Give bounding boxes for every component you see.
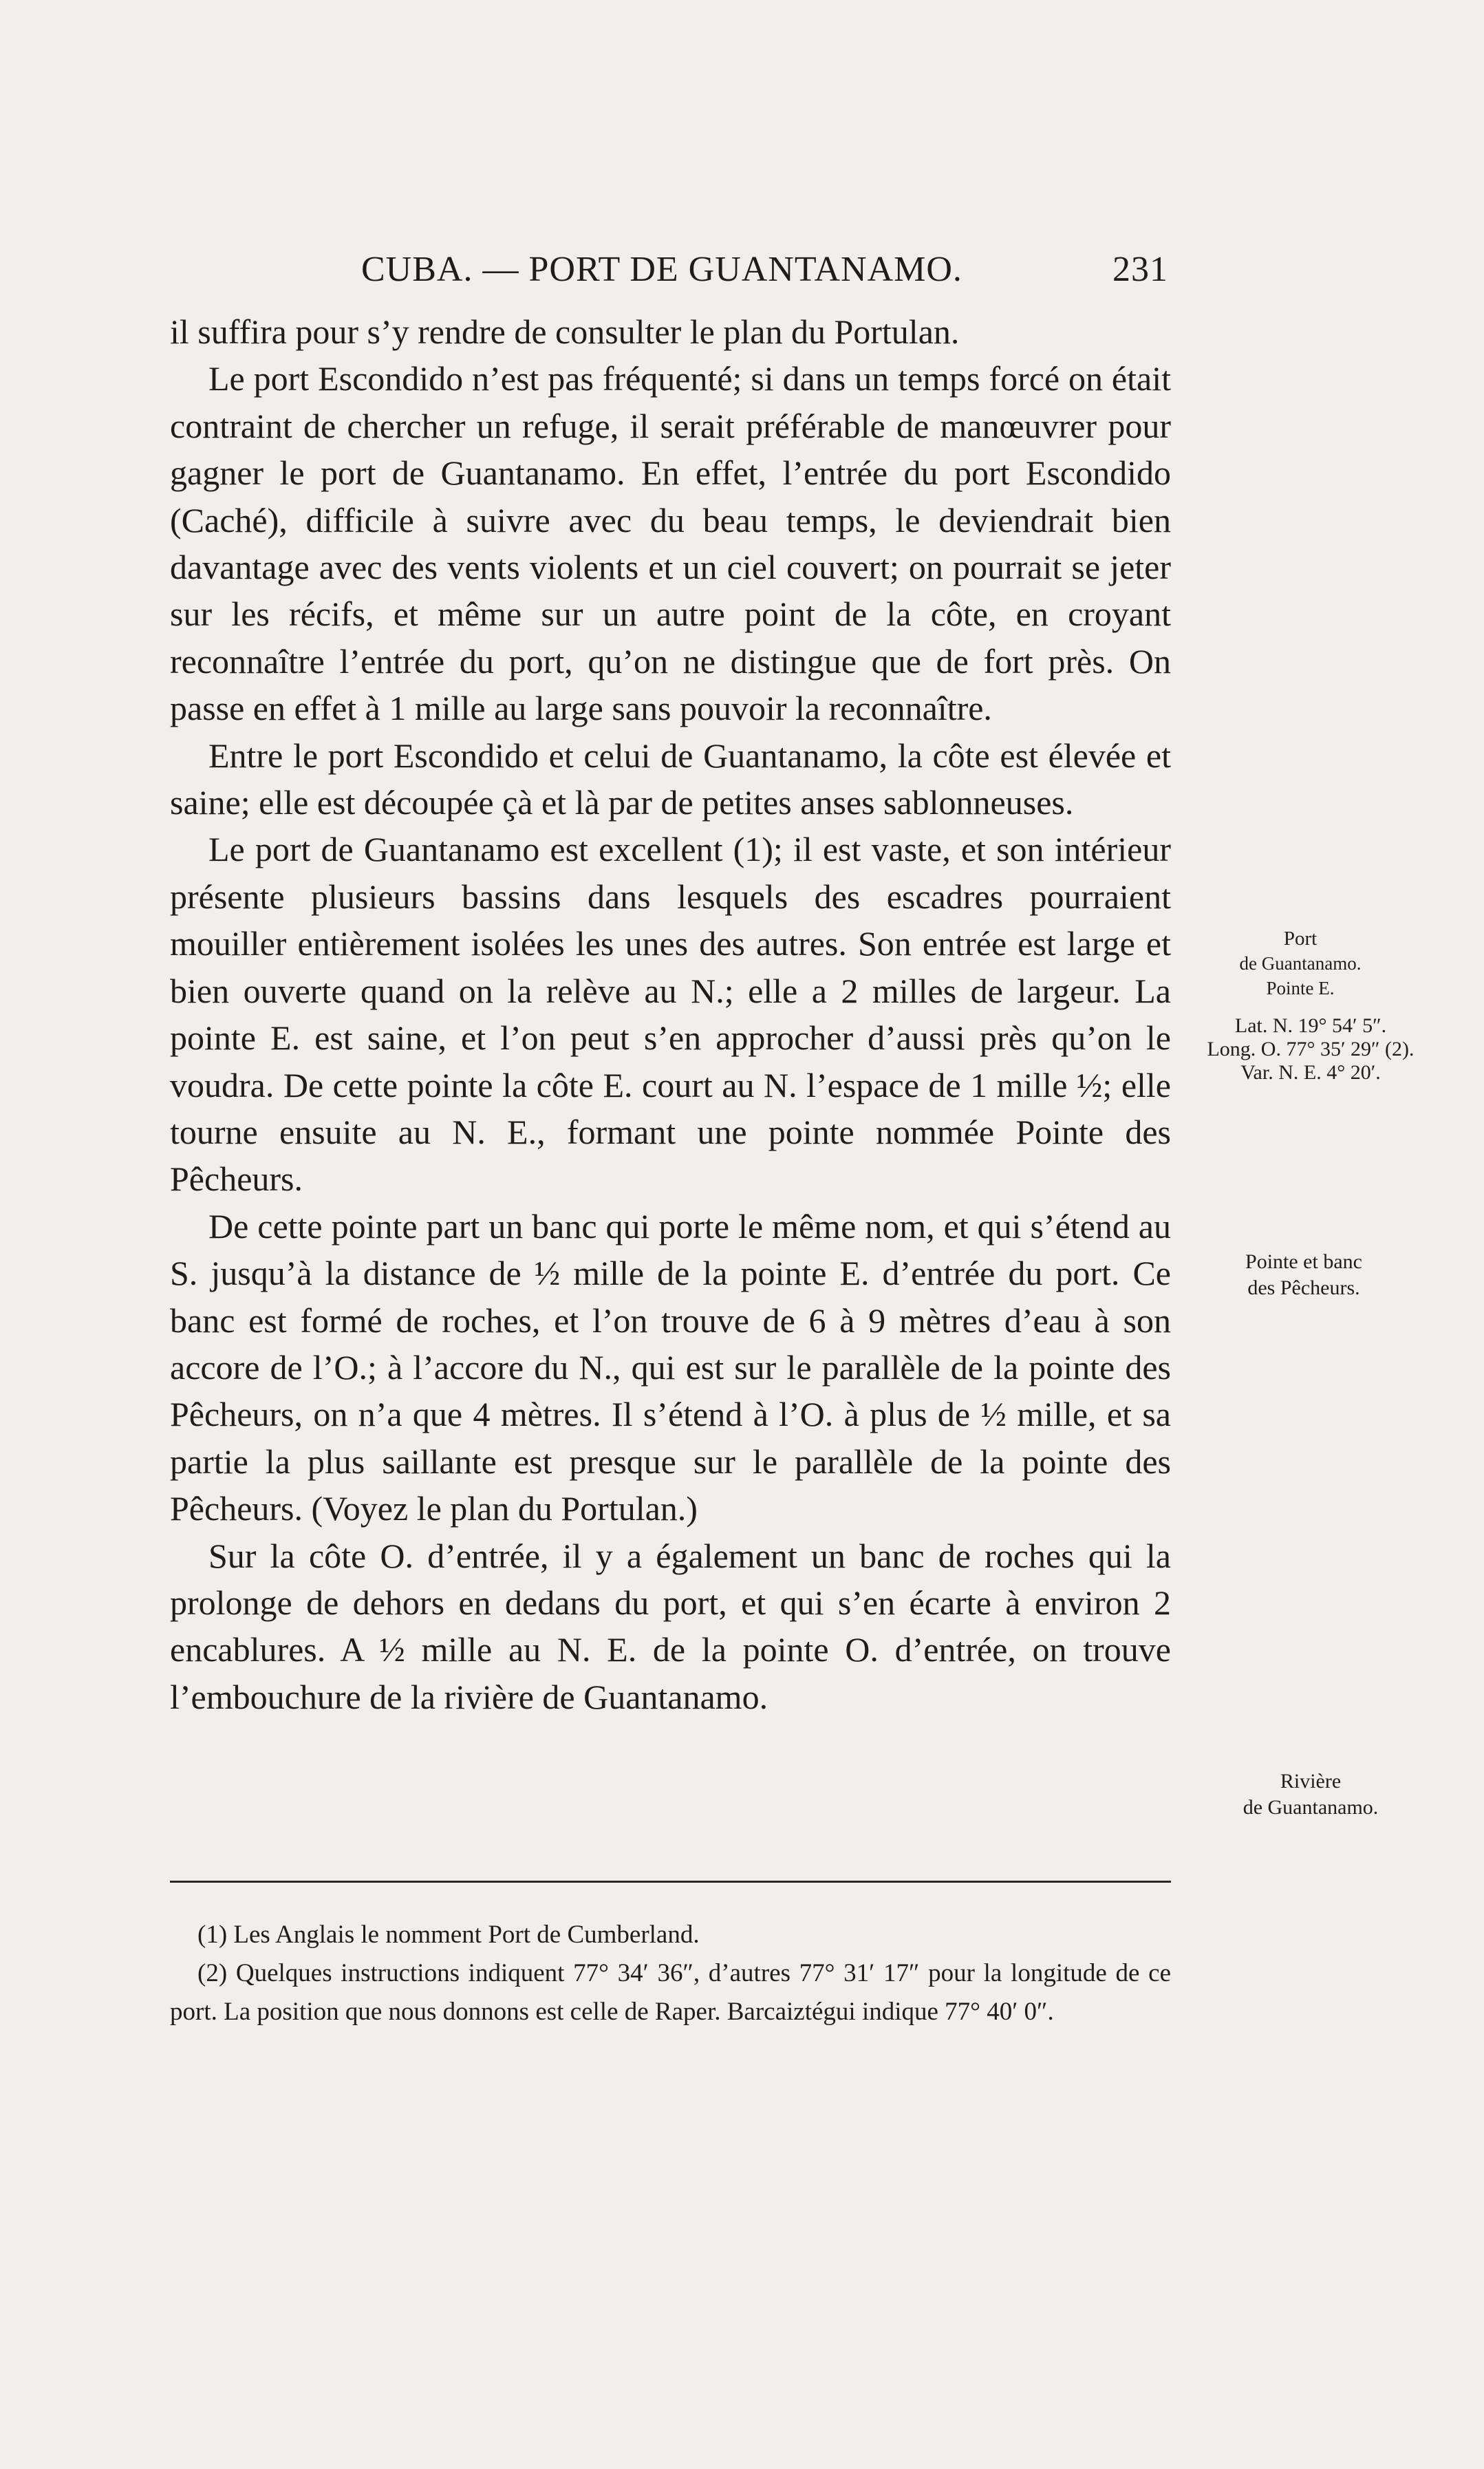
paragraph-coast: Entre le port Escondido et celui de Guantanamo, la côte est élevée et saine; elle est découpée çà et là par de petites anses sablonneuses. (170, 736, 1171, 822)
margin-note-port-line3: Pointe E. (1266, 978, 1335, 998)
margin-note-port (1197, 926, 1404, 1001)
page-number: 231 (1112, 250, 1168, 289)
footnote-2: (2) Quelques instructions indiquent 77° 34′ 36″, d’autres 77° 31′ 17″ pour la longitude de ce port. La position que nous donnons est celle de Raper. Barcaiztégui indique 77° 40′ 0″. (170, 1959, 1171, 2026)
margin-note-latitude: Lat. N. 19° 54′ 5″. (1234, 1014, 1387, 1037)
paragraph-banc-pecheurs: De cette pointe part un banc qui porte le même nom, et qui s’étend au S. jusqu’à la distance de ½ mille de la pointe E. d’entrée du port. Ce banc est formé de roches, et l’on trouve de 6 à 9 mètres d’eau à son accore de l’O.; à l’accore du N., qui est sur le parallèle de la pointe des Pêcheurs, on n’a que 4 mètres. Il s’étend à l’O. à plus de ½ mille, et sa partie la plus saillante est presque sur le parallèle de la pointe des Pêcheurs. (Voyez le plan du Portulan.) (170, 1206, 1171, 1528)
paragraph-port-escondido: Le port Escondido n’est pas fréquenté; si dans un temps forcé on était contraint de chercher un refuge, il serait préférable de manœuvrer pour gagner le port de Guantanamo. En effet, l’entrée du port Escondido (Caché), difficile à suivre avec du beau temps, le deviendrait bien davantage avec des vents violents et un ciel couvert; on pourrait se jeter sur les récifs, et même sur un autre point de la côte, en croyant reconnaître l’entrée du port, qu’on ne distingue que de fort près. On passe en effet à 1 mille au large sans pouvoir la reconnaître. (170, 359, 1171, 728)
margin-note-riviere-line2: de Guantanamo. (1243, 1796, 1379, 1819)
margin-note-variation: Var. N. E. 4° 20′. (1240, 1061, 1381, 1084)
main-text (170, 308, 1171, 1720)
margin-note-port-line2: de Guantanamo. (1239, 953, 1362, 974)
margin-note-riviere-line1: Rivière (1280, 1770, 1342, 1793)
footnote-divider (170, 1881, 1171, 1883)
margin-note-pecheurs (1201, 1249, 1407, 1301)
margin-note-coordinates (1187, 1014, 1434, 1084)
margin-note-pecheurs-line2: des Pêcheurs. (1247, 1276, 1360, 1299)
paragraph-cote-ouest: Sur la côte O. d’entrée, il y a également un banc de roches qui la prolonge de dehors en dedans du port, et qui s’en écarte à environ 2 encablures. A ½ mille au N. E. de la pointe O. d’entrée, on trouve l’embouchure de la rivière de Guantanamo. (170, 1536, 1171, 1716)
running-head-title: CUBA. — PORT DE GUANTANAMO. (361, 250, 963, 289)
running-head (172, 249, 1168, 290)
margin-note-pecheurs-line1: Pointe et banc (1245, 1250, 1362, 1273)
margin-note-longitude: Long. O. 77° 35′ 29″ (2). (1207, 1038, 1415, 1060)
footnote-1: (1) Les Anglais le nomment Port de Cumberland. (197, 1921, 700, 1949)
paragraph-guantanamo: Le port de Guantanamo est excellent (1); il est vaste, et son intérieur présente plusieurs bassins dans lesquels des escadres pourraient mouiller entièrement isolées les unes des autres. Son entrée est large et bien ouverte quand on la relève au N.; elle a 2 milles de largeur. La pointe E. est saine, et l’on peut s’en approcher d’aussi près qu’on le voudra. De cette pointe la côte E. court au N. l’espace de 1 mille ½; elle tourne ensuite au N. E., formant une pointe nommée Pointe des Pêcheurs. (170, 830, 1171, 1199)
margin-note-riviere (1197, 1768, 1424, 1821)
margin-note-port-line1: Port (1283, 928, 1318, 950)
paragraph-continuation: il suffira pour s’y rendre de consulter le plan du Portulan. (170, 312, 960, 351)
footnotes (170, 1916, 1171, 2031)
